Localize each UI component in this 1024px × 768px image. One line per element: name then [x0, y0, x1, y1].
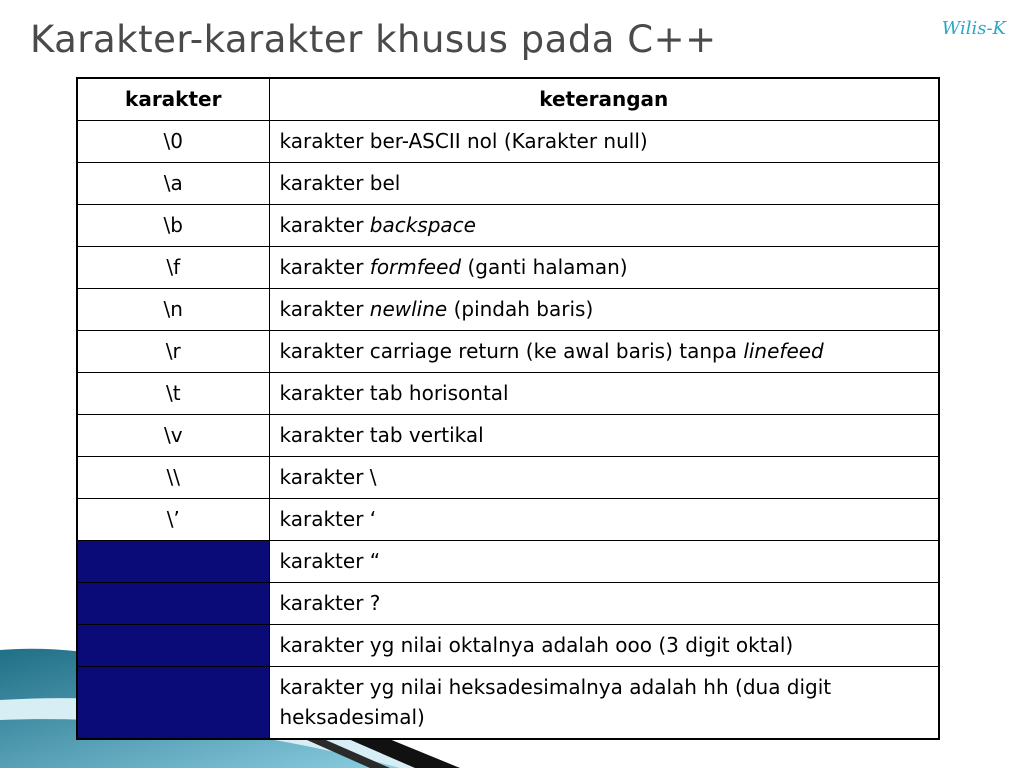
table-row — [77, 247, 939, 289]
table-row — [77, 499, 939, 541]
header-keterangan: keterangan — [269, 78, 939, 121]
table-row — [77, 457, 939, 499]
row-code: \t — [77, 373, 269, 415]
row-code: \v — [77, 415, 269, 457]
row-code: \\ — [77, 457, 269, 499]
row-desc: karakter ‘ — [269, 499, 939, 541]
row-desc: karakter ber-ASCII nol (Karakter null) — [269, 121, 939, 163]
table-row — [77, 541, 939, 583]
desc-term: newline — [369, 297, 448, 321]
desc-suffix: (pindah baris) — [447, 297, 594, 321]
row-code: \n — [77, 289, 269, 331]
header-karakter: karakter — [77, 78, 269, 121]
desc-prefix: karakter — [279, 213, 370, 237]
table-row — [77, 415, 939, 457]
desc-suffix: (ganti halaman) — [461, 255, 628, 279]
row-code: \0 — [77, 121, 269, 163]
row-code: \xhh — [77, 667, 269, 740]
desc-prefix: karakter carriage return (ke awal baris) tanpa — [279, 339, 744, 363]
row-desc: karakter yg nilai oktalnya adalah ooo (3 digit oktal) — [269, 625, 939, 667]
row-desc: karakter “ — [269, 541, 939, 583]
desc-term: backspace — [369, 213, 476, 237]
row-code: \f — [77, 247, 269, 289]
row-code: \r — [77, 331, 269, 373]
row-desc: karakter yg nilai heksadesimalnya adalah hh (dua digit heksadesimal) — [269, 667, 939, 740]
page-title: Karakter-karakter khusus pada C++ — [30, 18, 717, 61]
row-code: \’ — [77, 499, 269, 541]
table-row — [77, 121, 939, 163]
row-code: \ooo — [77, 625, 269, 667]
desc-prefix: karakter — [279, 297, 370, 321]
row-desc: karakter bel — [269, 163, 939, 205]
row-code: \a — [77, 163, 269, 205]
table-row — [77, 667, 939, 740]
row-desc: karakter tab vertikal — [269, 415, 939, 457]
table-row — [77, 373, 939, 415]
row-desc: karakter tab horisontal — [269, 373, 939, 415]
row-desc — [269, 247, 939, 289]
table-row — [77, 331, 939, 373]
row-desc — [269, 289, 939, 331]
table-row — [77, 289, 939, 331]
row-code: \" — [77, 541, 269, 583]
table-header-row — [77, 78, 939, 121]
desc-term: formfeed — [369, 255, 462, 279]
table-row — [77, 625, 939, 667]
desc-term: linefeed — [743, 339, 824, 363]
row-code: \? — [77, 583, 269, 625]
row-desc — [269, 331, 939, 373]
table-row — [77, 583, 939, 625]
author-label: Wilis-K — [941, 18, 1006, 39]
row-desc: karakter ? — [269, 583, 939, 625]
row-desc — [269, 205, 939, 247]
escape-characters-table — [76, 77, 940, 740]
table-row — [77, 205, 939, 247]
row-code: \b — [77, 205, 269, 247]
desc-prefix: karakter — [279, 255, 370, 279]
row-desc: karakter \ — [269, 457, 939, 499]
table-row — [77, 163, 939, 205]
